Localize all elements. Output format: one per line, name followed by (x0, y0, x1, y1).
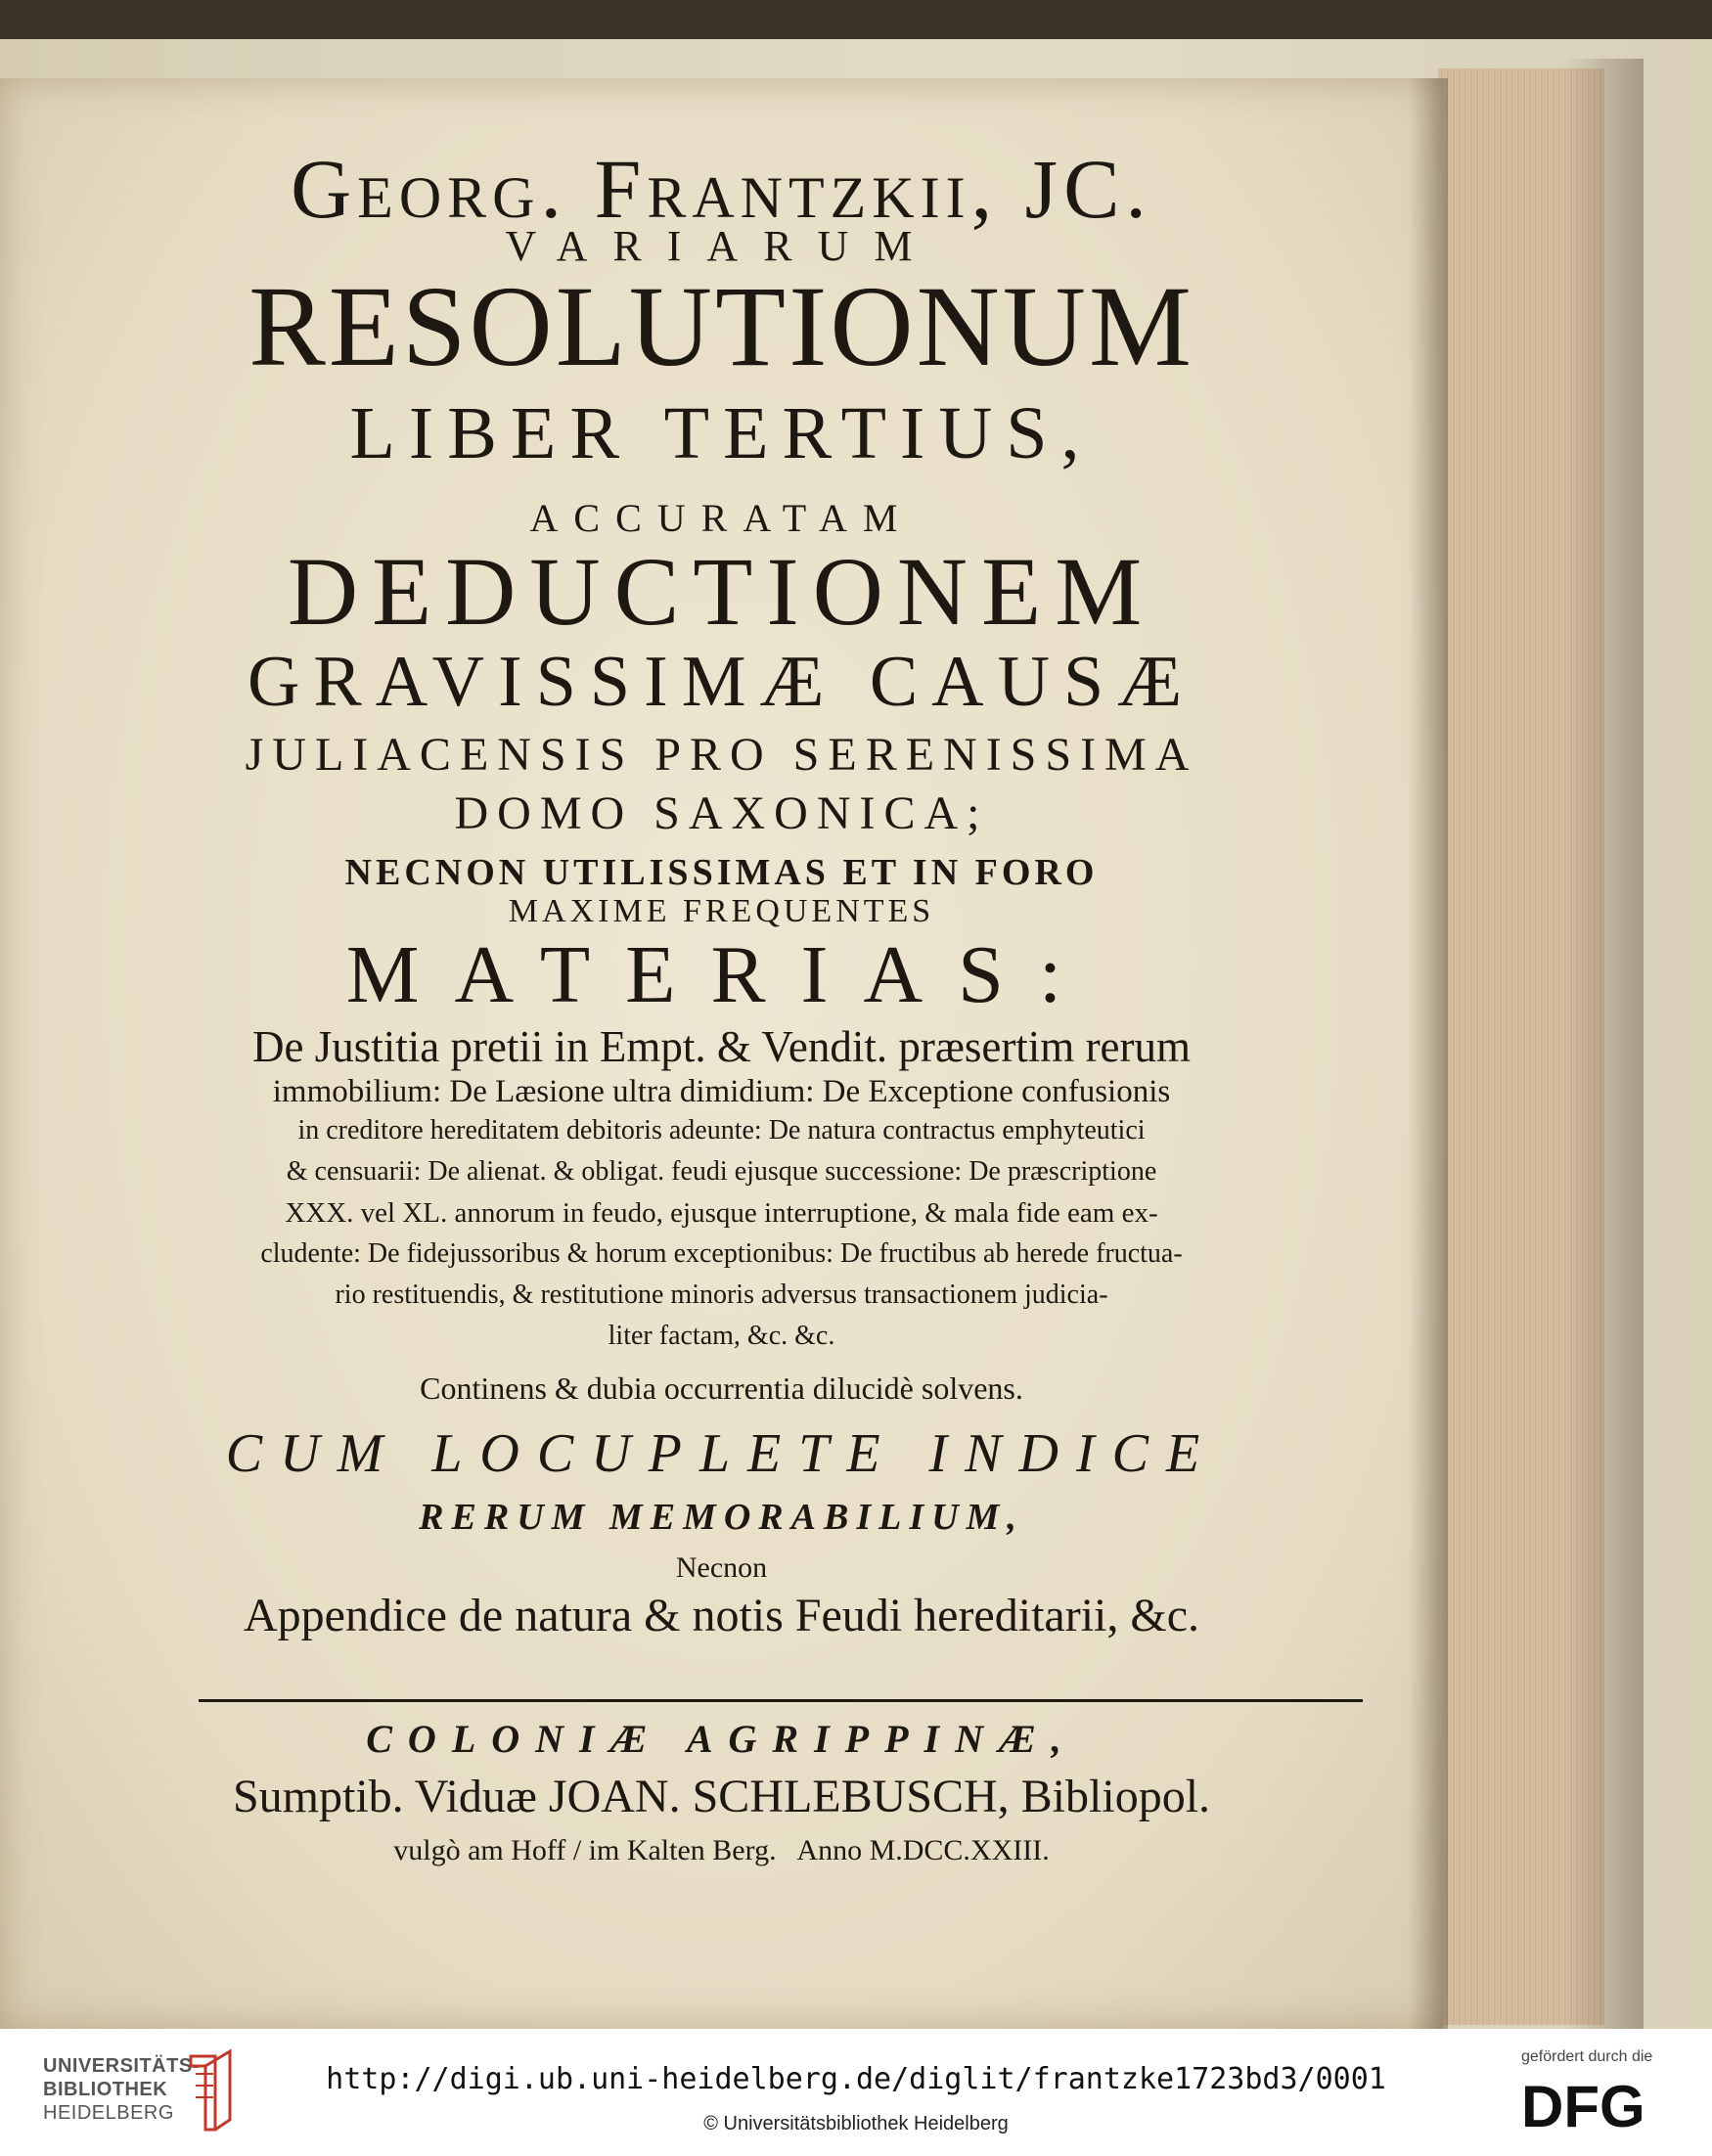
line-maxime: MAXIME FREQUENTES (508, 893, 935, 929)
line-gravissimae: GRAVISSIMÆ CAUSÆ (247, 642, 1196, 722)
line-domo-saxonica: DOMO SAXONICA; (454, 787, 989, 839)
author-line: Georg. Frantzkii, JC. (291, 142, 1152, 236)
funded-by-label: gefördert durch die (1521, 2048, 1653, 2065)
line-necnon: NECNON UTILISSIMAS ET IN FORO (344, 852, 1099, 893)
gutter-shadow (1409, 78, 1448, 2029)
body-line-5: XXX. vel XL. annorum in feudo, ejusque interruptione, & mala fide eam ex- (285, 1197, 1158, 1229)
title-page (0, 78, 1443, 2029)
library-name-line-3: HEIDELBERG (43, 2102, 174, 2124)
line-deductionem: DEDUCTIONEM (287, 537, 1156, 646)
body-line-7: rio restituendis, & restitutione minoris adversus transactionem judicia- (335, 1280, 1108, 1310)
library-name-line-1: UNIVERSITÄTS- (43, 2055, 200, 2077)
dfg-logo-text: DFG (1521, 2076, 1645, 2134)
line-liber-tertius: LIBER TERTIUS, (349, 392, 1094, 474)
line-rerum: RERUM MEMORABILIUM, (419, 1497, 1024, 1538)
body-line-4: & censuarii: De alienat. & obligat. feudi ejusque successione: De præscriptione (286, 1156, 1157, 1187)
line-necnon-2: Necnon (675, 1551, 768, 1584)
fore-edge-shadow (1565, 59, 1644, 2029)
body-line-8: liter factam, &c. &c. (608, 1321, 835, 1351)
line-coloniae: COLONIÆ AGRIPPINÆ, (366, 1717, 1077, 1761)
body-line-3: in creditore hereditatem debitoris adeunte: De natura contractus emphyteutici (297, 1115, 1146, 1145)
permalink-url[interactable]: http://digi.ub.uni-heidelberg.de/diglit/frantzke1723bd3/0001 (326, 2062, 1386, 2096)
line-continens: Continens & dubia occurrentia dilucidè solvens. (420, 1370, 1023, 1406)
horizontal-rule (199, 1699, 1363, 1702)
body-line-1: De Justitia pretii in Empt. & Vendit. præsertim rerum (251, 1022, 1192, 1071)
copyright-notice: © Universitätsbibliothek Heidelberg (703, 2113, 1009, 2134)
dfg-logo-icon[interactable] (1521, 2076, 1688, 2134)
body-line-6: cludente: De fidejussoribus & horum exceptionibus: De fructibus ab herede fructua- (260, 1238, 1183, 1269)
line-vulgo-anno: vulgò am Hoff / im Kalten Berg. Anno M.DCC.XXIII. (393, 1834, 1050, 1866)
line-materias: MATERIAS: (345, 929, 1098, 1020)
body-line-2: immobilium: De Læsione ultra dimidium: De Exceptione confusionis (272, 1074, 1171, 1109)
line-accuratam: ACCURATAM (529, 496, 914, 540)
line-resolutionum: RESOLUTIONUM (248, 262, 1194, 390)
library-name-line-2: BIBLIOTHEK (43, 2079, 168, 2100)
line-variarum: VARIARUM (505, 222, 938, 270)
line-juliacensis: JULIACENSIS PRO SERENISSIMA (245, 729, 1198, 781)
line-sumptib: Sumptib. Viduæ JOAN. SCHLEBUSCH, Bibliopol. (232, 1771, 1211, 1822)
line-appendice: Appendice de natura & notis Feudi hereditarii, &c. (243, 1590, 1200, 1641)
line-cum-locuplete: CUM LOCUPLETE INDICE (225, 1423, 1218, 1484)
